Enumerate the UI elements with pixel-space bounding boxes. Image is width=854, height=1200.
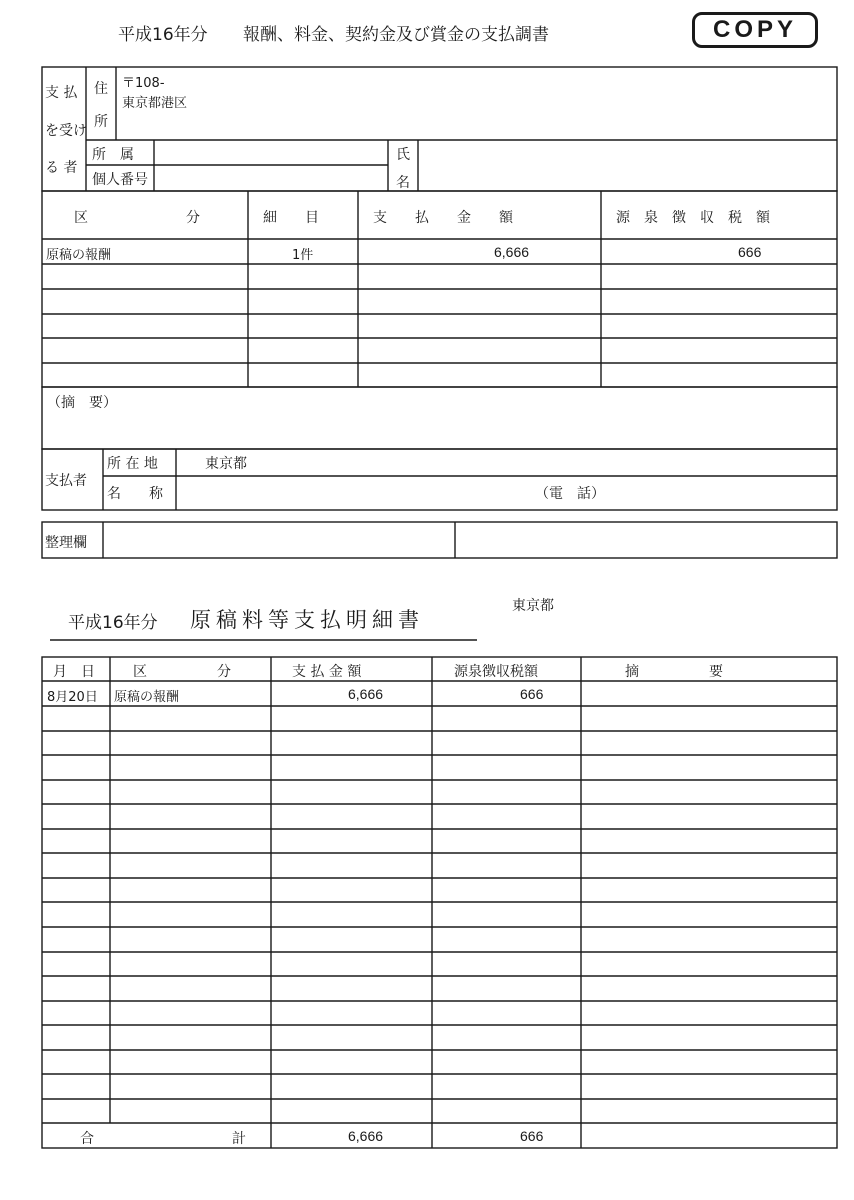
total-amount: 6,666 [348, 1128, 384, 1144]
payer-name-label: 名 称 [107, 486, 163, 502]
payer-label: 支払者 [45, 473, 87, 489]
payment-row-category: 原稿の報酬 [46, 248, 112, 263]
remarks-label: （摘 要） [47, 395, 117, 411]
detail-title: 原稿料等支払明細書 [190, 608, 424, 632]
id-number-label: 個人番号 [92, 172, 148, 188]
address-label-1: 住 [94, 81, 108, 97]
name-label-1: 氏 [396, 147, 410, 163]
payment-row-item: 1件 [292, 248, 314, 263]
affiliation-label: 所 属 [92, 147, 134, 163]
address-label-2: 所 [94, 114, 108, 130]
detail-year: 平成16年分 [68, 613, 158, 633]
detail-header-amount: 支 払 金 額 [292, 664, 362, 680]
detail-row-amount: 6,666 [348, 686, 384, 702]
header-tax: 源 泉 徴 収 税 額 [616, 210, 770, 226]
detail-row-category: 原稿の報酬 [114, 690, 180, 705]
header-amount: 支 払 金 額 [373, 210, 513, 226]
payer-location: 東京都 [205, 456, 247, 472]
postal-code: 〒108- [122, 76, 165, 91]
total-label-left: 合 [80, 1131, 94, 1147]
total-tax: 666 [520, 1128, 544, 1144]
header-category: 区 分 [74, 210, 200, 226]
recipient-label-line3: る 者 [45, 160, 78, 176]
detail-header-date: 月 日 [53, 664, 95, 680]
detail-header-tax: 源泉徴収税額 [454, 664, 538, 680]
recipient-address: 東京都港区 [122, 96, 188, 111]
total-label-right: 計 [232, 1131, 246, 1147]
form-title: 報酬、料金、契約金及び賞金の支払調書 [243, 25, 549, 45]
payer-phone-label: （電 話） [535, 486, 605, 502]
detail-row-date: 8月20日 [47, 690, 98, 705]
payment-row-amount: 6,666 [494, 244, 530, 260]
copy-stamp: COPY [692, 12, 818, 48]
detail-issuer: 東京都 [512, 598, 554, 614]
detail-header-remarks: 摘 要 [625, 664, 723, 680]
header-item: 細 目 [263, 210, 319, 226]
recipient-label-line2: を受け [45, 123, 87, 139]
payment-row-tax: 666 [738, 244, 762, 260]
admin-label: 整理欄 [45, 535, 87, 551]
form-year: 平成16年分 [118, 25, 208, 45]
payer-location-label: 所 在 地 [107, 456, 158, 472]
detail-row-tax: 666 [520, 686, 544, 702]
name-label-2: 名 [396, 175, 410, 191]
recipient-label-line1: 支 払 [45, 85, 78, 101]
detail-header-category: 区 分 [133, 664, 231, 680]
